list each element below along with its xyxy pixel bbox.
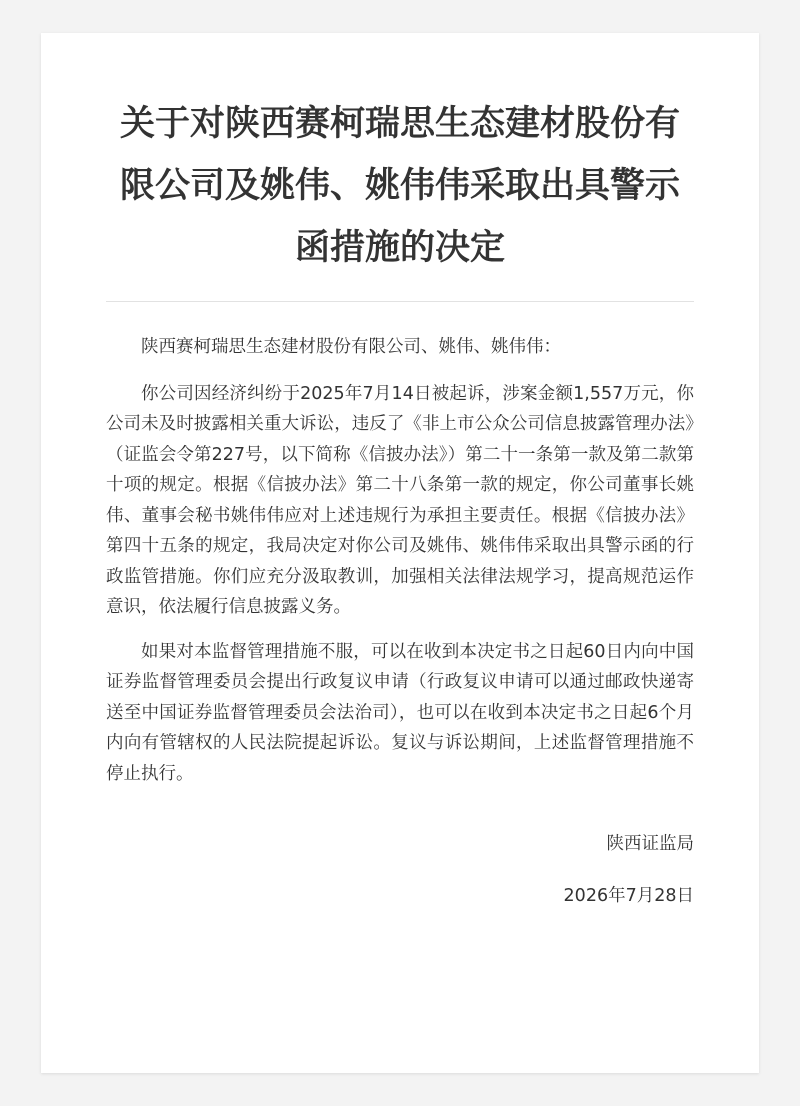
body-paragraph-violation: 你公司因经济纠纷于2025年7月14日被起诉，涉案金额1,557万元，你公司未及时披露相关重大诉讼，违反了《非上市公众公司信息披露管理办法》（证监会令第227号，以下简称《信披办法》）第二十一条第一款及第二款第十项的规定。根据《信披办法》第二十八条第一款的规定，你公司董事长姚伟、董事会秘书姚伟伟应对上述违规行为承担主要责任。根据《信披办法》第四十五条的规定，我局决定对你公司及姚伟、姚伟伟采取出具警示函的行政监管措施。你们应充分汲取教训，加强相关法律法规学习，提高规范运作意识，依法履行信息披露义务。 [106, 383, 694, 617]
body-paragraph-appeal: 如果对本监督管理措施不服，可以在收到本决定书之日起60日内向中国证券监督管理委员会提出行政复议申请（行政复议申请可以通过邮政快递寄送至中国证券监督管理委员会法治司），也可以在收到本决定书之日起6个月内向有管辖权的人民法院提起诉讼。复议与诉讼期间，上述监督管理措施不停止执行。 [106, 641, 694, 784]
issuer-signature: 陕西证监局 [606, 834, 694, 854]
title-divider [106, 301, 694, 302]
document-body [106, 332, 694, 789]
issue-date: 2026年7月28日 [563, 886, 694, 906]
greeting-paragraph: 陕西赛柯瑞思生态建材股份有限公司、姚伟、姚伟伟： [141, 337, 561, 357]
document-page [41, 33, 759, 1073]
document-title: 关于对陕西赛柯瑞思生态建材股份有限公司及姚伟、姚伟伟采取出具警示函措施的决定 [119, 104, 680, 268]
